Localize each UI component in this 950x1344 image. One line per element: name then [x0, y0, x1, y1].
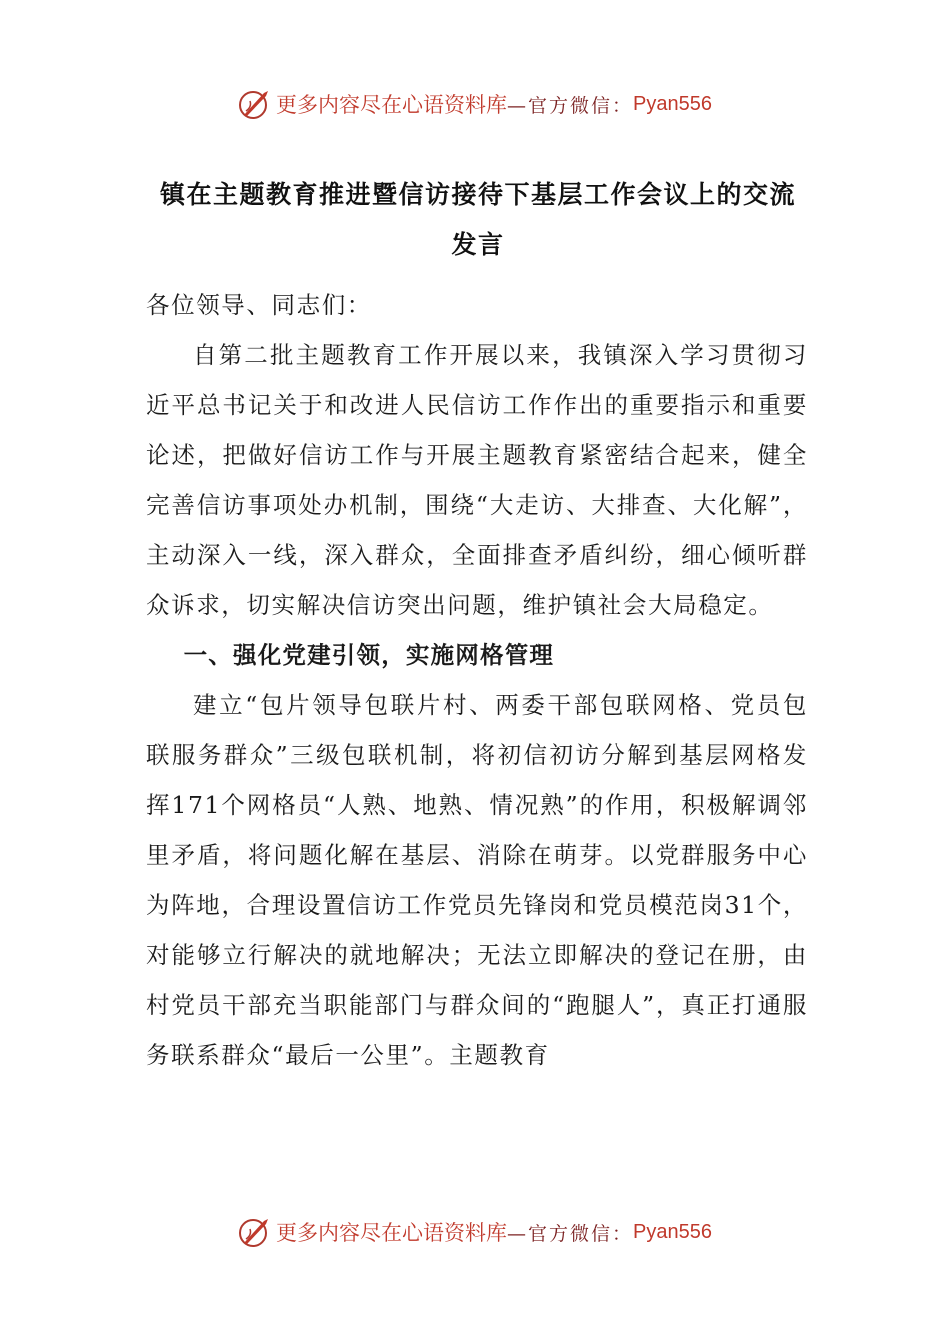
watermark-text-wechat-id: Pyan556	[633, 92, 712, 115]
watermark-text-wechat-label: —官方微信：	[507, 94, 634, 117]
watermark-text-wechat-id: Pyan556	[633, 1220, 712, 1243]
watermark-text-library: 更多内容尽在心语资料库	[276, 1221, 507, 1245]
watermark-banner-bottom	[0, 1212, 950, 1252]
section-paragraph: 建立“包片领导包联片村、两委干部包联网格、党员包联服务群众”三级包联机制，将初信初访分解到基层网格发挥171个网格员“人熟、地熟、情况熟”的作用，积极解调邻里矛盾，将问题化解在基层、消除在萌芽。以党群服务中心为阵地，合理设置信访工作党员先锋岗和党员模范岗31个，对能够立行解决的就地解决；无法立即解决的登记在册，由村党员干部充当职能部门与群众间的“跑腿人”，真正打通服务联系群众“最后一公里”。主题教育	[146, 691, 808, 1069]
section-heading: 一、强化党建引领，实施网格管理	[183, 641, 555, 669]
quill-pen-logo-icon	[238, 1215, 272, 1249]
document-body	[146, 280, 808, 1080]
watermark-text-wechat-label: —官方微信：	[507, 1222, 634, 1245]
greeting: 各位领导、同志们：	[146, 291, 372, 319]
quill-pen-logo-icon	[238, 87, 272, 121]
watermark-banner-top	[0, 84, 950, 124]
document-title: 镇在主题教育推进暨信访接待下基层工作会议上的交流发言	[159, 180, 796, 259]
watermark-text-library: 更多内容尽在心语资料库	[276, 93, 507, 117]
intro-paragraph: 自第二批主题教育工作开展以来，我镇深入学习贯彻习近平总书记关于和改进人民信访工作作出的重要指示和重要论述，把做好信访工作与开展主题教育紧密结合起来，健全完善信访事项处办机制，围绕“大走访、大排查、大化解”，主动深入一线，深入群众，全面排查矛盾纠纷，细心倾听群众诉求，切实解决信访突出问题，维护镇社会大局稳定。	[146, 341, 808, 619]
